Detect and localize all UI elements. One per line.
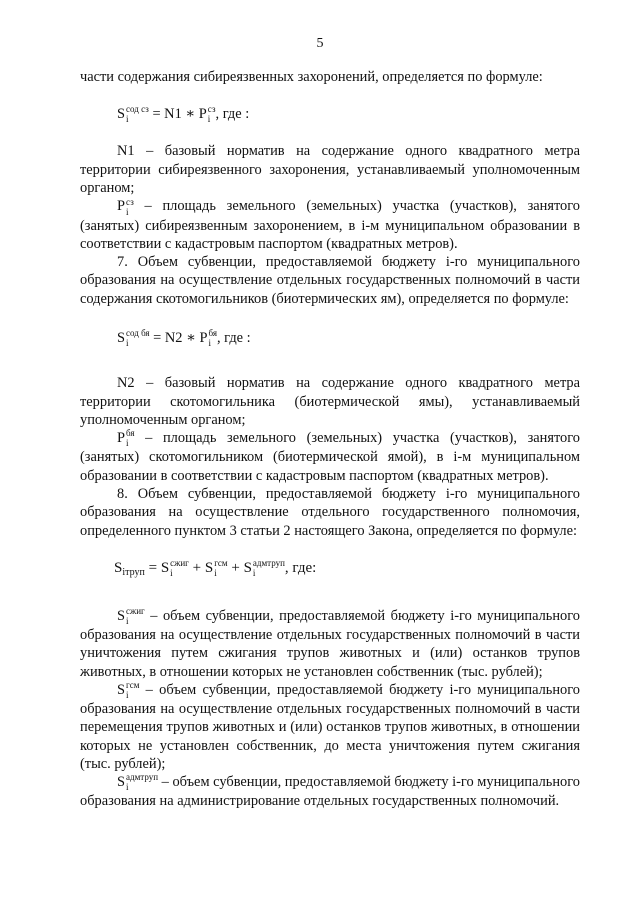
- document-body: [80, 68, 580, 811]
- intro-line: части содержания сибиреязвенных захоронений, определяется по формуле:: [80, 69, 543, 85]
- definition-s-gsm: S гсм i – объем субвенции, предоставляемой бюджету i-го муниципального образования на осуществление отдельных государственных полномочий в части перемещения трупов животных и (или) останков трупов животных, в отношении которых не установлен собственник, до места уничтожения путем сжигания (тыс. рублей);: [80, 680, 580, 772]
- item-7: 7. Объем субвенции, предоставляемой бюджету i-го муниципального образования на осуществление отдельных государственных полномочий в части содержания скотомогильников (биотермических ям), определяется по формуле:: [80, 254, 580, 307]
- formula-sod-bya: S сод бя i = N2 ∗ P бя i , где :: [117, 328, 251, 349]
- definition-s-szhig: S сжиг i – объем субвенции, предоставляемой бюджету i-го муниципального образования на осуществление отдельных государственных полномочий в части уничтожения путем сжигания трупов животных и (или) останков трупов животных, в отношении которых не установлен собственник (тыс. рублей);: [80, 605, 580, 680]
- definition-p-bya: P бя i – площадь земельного (земельных) участка (участков), занятого (занятых) скотомогильником (биотермической ямой), в i-м муниципальном образовании в соответствии с кадастровым паспортом (квадратных метров).: [80, 428, 580, 484]
- formula-sod-sz: S сод сз i = N1 ∗ P сз i , где :: [117, 104, 250, 125]
- item-8: 8. Объем субвенции, предоставляемой бюджету i-го муниципального образования на осуществление отдельного государственного полномочия, определенного пунктом 3 статьи 2 настоящего Закона, определяется по формуле:: [80, 485, 580, 539]
- formula-trup: $S_{iтруп} = S$ сжиг i + S гсм i + S адмтруп i , где:: [114, 557, 317, 578]
- page-number: 5: [316, 36, 324, 51]
- definition-n2: N2 – базовый норматив на содержание одного квадратного метра территории скотомогильника (биотермической ямы), устанавливаемый уполномоченным органом;: [80, 375, 580, 428]
- definition-n1: N1 – базовый норматив на содержание одного квадратного метра территории сибиреязвенного захоронения, устанавливаемый уполномоченным органом;: [80, 143, 580, 197]
- definition-p-sz: P сз i – площадь земельного (земельных) участка (участков), занятого (занятых) сибиреязвенным захоронением, в i-м муниципальном образовании в соответствии с кадастровым паспортом (квадратных метров).: [80, 196, 580, 252]
- definition-s-admtrup: S адмтруп i – объем субвенции, предоставляемой бюджету i-го муниципального образования на администрирование отдельных государственных полномочий.: [80, 772, 580, 810]
